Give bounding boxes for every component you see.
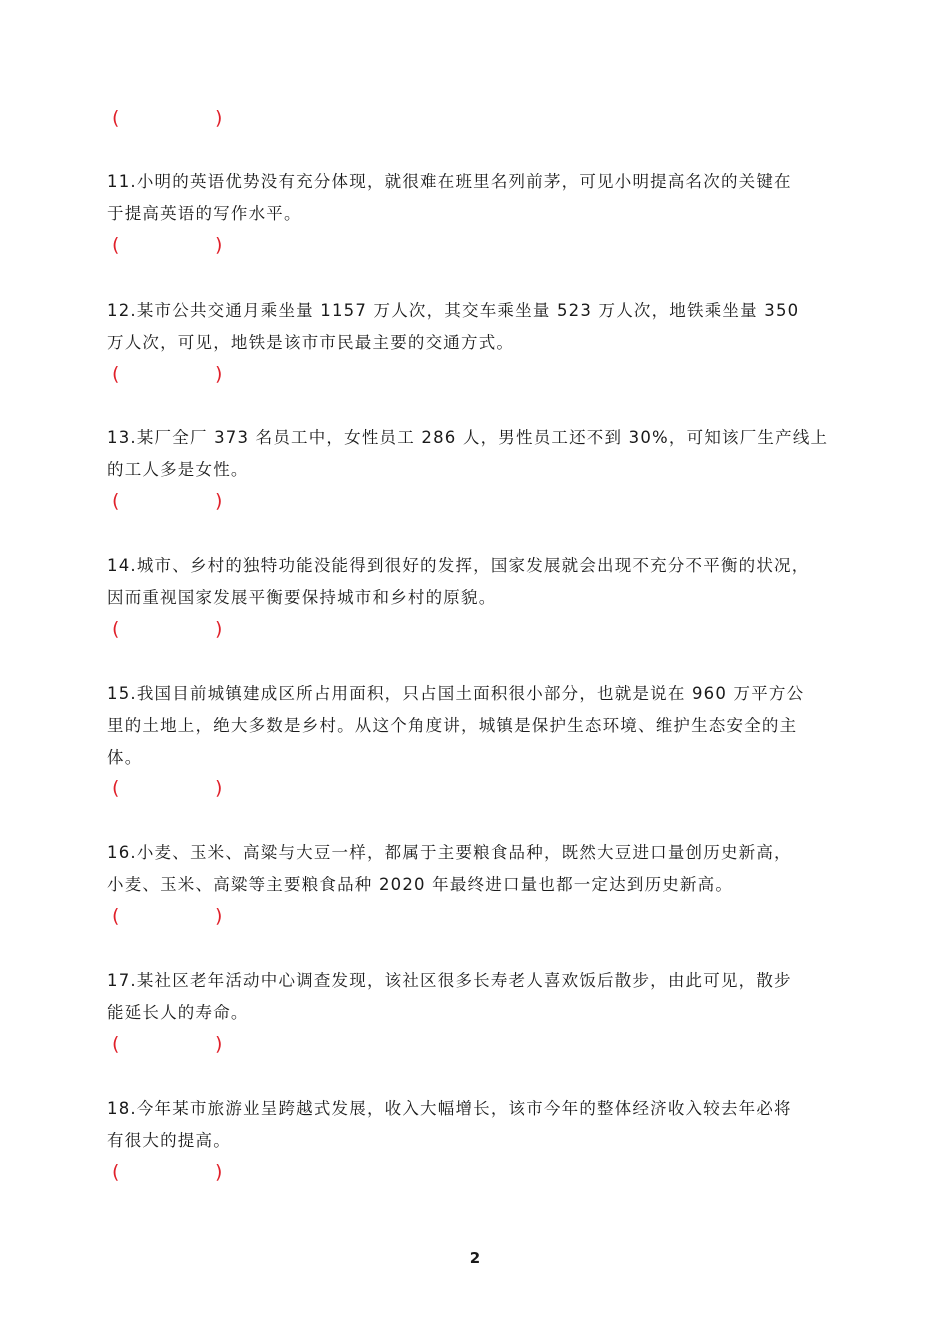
answer-bracket-10[interactable] [112,106,252,130]
bracket-close: ) [215,1033,223,1055]
answer-bracket-13[interactable] [112,489,252,513]
question-line: 18.今年某市旅游业呈跨越式发展，收入大幅增长，该市今年的整体经济收入较去年必将 [107,1099,792,1118]
answer-bracket-12[interactable] [112,362,252,386]
question-17 [107,965,847,1029]
question-line: 11.小明的英语优势没有充分体现，就很难在班里名列前茅，可见小明提高名次的关键在 [107,172,792,191]
question-line: 的工人多是女性。 [107,460,249,479]
question-line: 因而重视国家发展平衡要保持城市和乡村的原貌。 [107,588,497,607]
page-number: 2 [469,1249,481,1267]
question-line: 体。 [107,748,143,767]
answer-bracket-16[interactable] [112,904,252,928]
question-12 [107,295,847,359]
question-line: 小麦、玉米、高粱等主要粮食品种 2020 年最终进口量也都一定达到历史新高。 [107,875,734,894]
bracket-open: ( [112,777,120,799]
question-line: 万人次，可见，地铁是该市市民最主要的交通方式。 [107,333,515,352]
bracket-open: ( [112,107,120,129]
bracket-open: ( [112,1033,120,1055]
question-line: 14.城市、乡村的独特功能没能得到很好的发挥，国家发展就会出现不充分不平衡的状况， [107,556,810,575]
answer-bracket-18[interactable] [112,1160,252,1184]
bracket-open: ( [112,234,120,256]
question-13 [107,422,847,486]
question-line: 里的土地上，绝大多数是乡村。从这个角度讲，城镇是保护生态环境、维护生态安全的主 [107,716,798,735]
bracket-close: ) [215,107,223,129]
question-line: 于提高英语的写作水平。 [107,204,302,223]
bracket-open: ( [112,905,120,927]
question-18 [107,1093,847,1157]
answer-bracket-14[interactable] [112,617,252,641]
question-line: 能延长人的寿命。 [107,1003,249,1022]
answer-bracket-11[interactable] [112,233,252,257]
answer-bracket-17[interactable] [112,1032,252,1056]
bracket-close: ) [215,490,223,512]
bracket-close: ) [215,363,223,385]
question-15 [107,678,847,774]
question-11 [107,166,847,230]
question-line: 15.我国目前城镇建成区所占用面积，只占国土面积很小部分，也就是说在 960 万平方公 [107,684,805,703]
question-16 [107,837,847,901]
bracket-open: ( [112,1161,120,1183]
question-line: 13.某厂全厂 373 名员工中，女性员工 286 人，男性员工还不到 30%，可知该厂生产线上 [107,428,829,447]
question-line: 17.某社区老年活动中心调查发现，该社区很多长寿老人喜欢饭后散步，由此可见，散步 [107,971,792,990]
bracket-close: ) [215,1161,223,1183]
answer-bracket-15[interactable] [112,776,252,800]
bracket-open: ( [112,618,120,640]
bracket-open: ( [112,490,120,512]
bracket-close: ) [215,905,223,927]
bracket-close: ) [215,618,223,640]
bracket-open: ( [112,363,120,385]
question-line: 有很大的提高。 [107,1131,231,1150]
bracket-close: ) [215,777,223,799]
bracket-close: ) [215,234,223,256]
question-line: 16.小麦、玉米、高粱与大豆一样，都属于主要粮食品种，既然大豆进口量创历史新高， [107,843,792,862]
question-14 [107,550,847,614]
question-line: 12.某市公共交通月乘坐量 1157 万人次，其交车乘坐量 523 万人次，地铁乘坐量 350 [107,301,800,320]
